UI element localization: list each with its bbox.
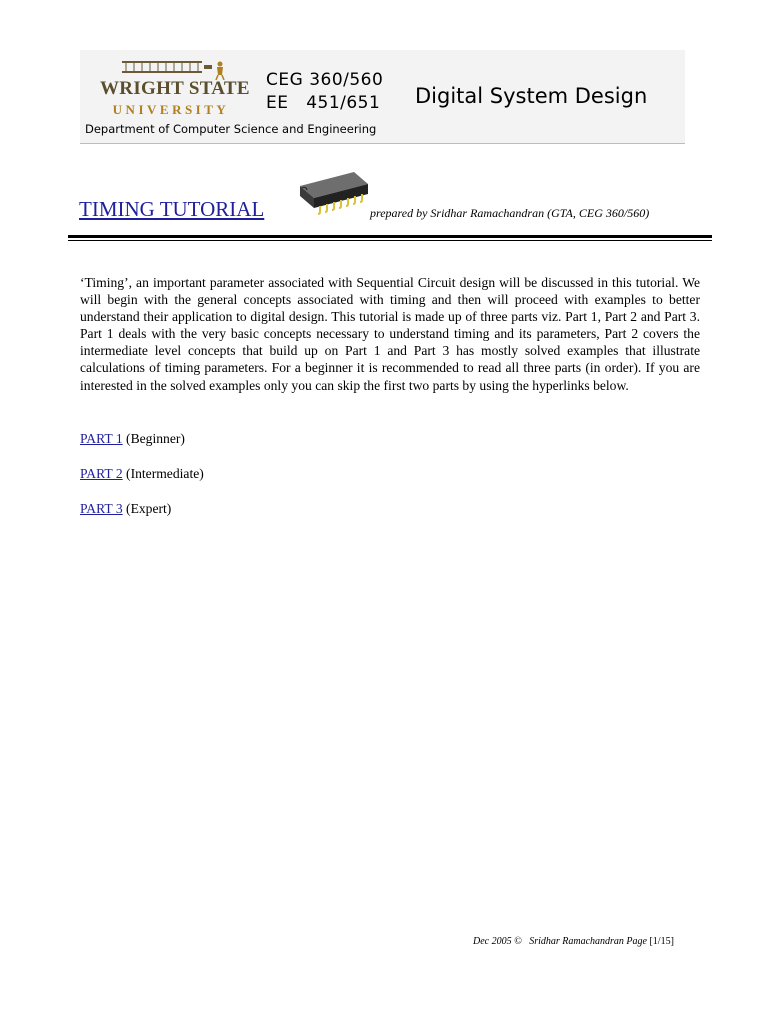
footer-credit: Dec 2005 © Sridhar Ramachandran Page bbox=[473, 936, 650, 947]
department-name: Department of Computer Science and Engineering bbox=[85, 122, 377, 136]
part-3-line bbox=[80, 501, 171, 517]
course-code-ceg: CEG 360/560 bbox=[266, 70, 384, 90]
part-1-line bbox=[80, 431, 185, 447]
page-footer bbox=[473, 936, 674, 947]
part-1-link[interactable]: PART 1 bbox=[80, 431, 123, 446]
title-divider-thick bbox=[68, 235, 712, 238]
page-number: [1/15] bbox=[649, 936, 674, 947]
tutorial-title-link[interactable]: TIMING TUTORIAL bbox=[79, 197, 265, 221]
header-divider bbox=[80, 143, 685, 144]
part-1-level: (Beginner) bbox=[126, 431, 185, 446]
ic-chip-icon bbox=[294, 168, 374, 218]
logo-wordmark-line2: UNIVERSITY bbox=[112, 102, 230, 117]
wright-flyer-logo-icon bbox=[122, 58, 234, 80]
course-code-ee: EE 451/651 bbox=[266, 93, 381, 113]
title-divider-thin bbox=[68, 240, 712, 241]
part-3-link[interactable]: PART 3 bbox=[80, 501, 123, 516]
author-byline: prepared by Sridhar Ramachandran (GTA, CEG 360/560) bbox=[370, 206, 650, 220]
part-2-line bbox=[80, 466, 204, 482]
part-2-level: (Intermediate) bbox=[126, 466, 204, 481]
course-title: Digital System Design bbox=[415, 84, 648, 108]
part-3-level: (Expert) bbox=[126, 501, 172, 516]
intro-paragraph: ‘Timing’, an important parameter associated with Sequential Circuit design will be discussed in this tutorial. We will begin with the general concepts associated with timing and then will proceed with examples to better understand their application to digital design. This tutorial is made up of three parts viz. Part 1, Part 2 and Part 3. Part 1 deals with the very basic concepts necessary to understand timing and its parameters, Part 2 covers the intermediate level concepts that build up on Part 1 and Part 3 has mostly solved examples that illustrate calculations of timing parameters. For a beginner it is recommended to read all three parts (in order). If you are interested in the solved examples only you can skip the first two parts by using the hyperlinks below. bbox=[80, 275, 700, 393]
logo-wordmark-line1: WRIGHT STATE bbox=[100, 78, 250, 99]
part-2-link[interactable]: PART 2 bbox=[80, 466, 123, 481]
